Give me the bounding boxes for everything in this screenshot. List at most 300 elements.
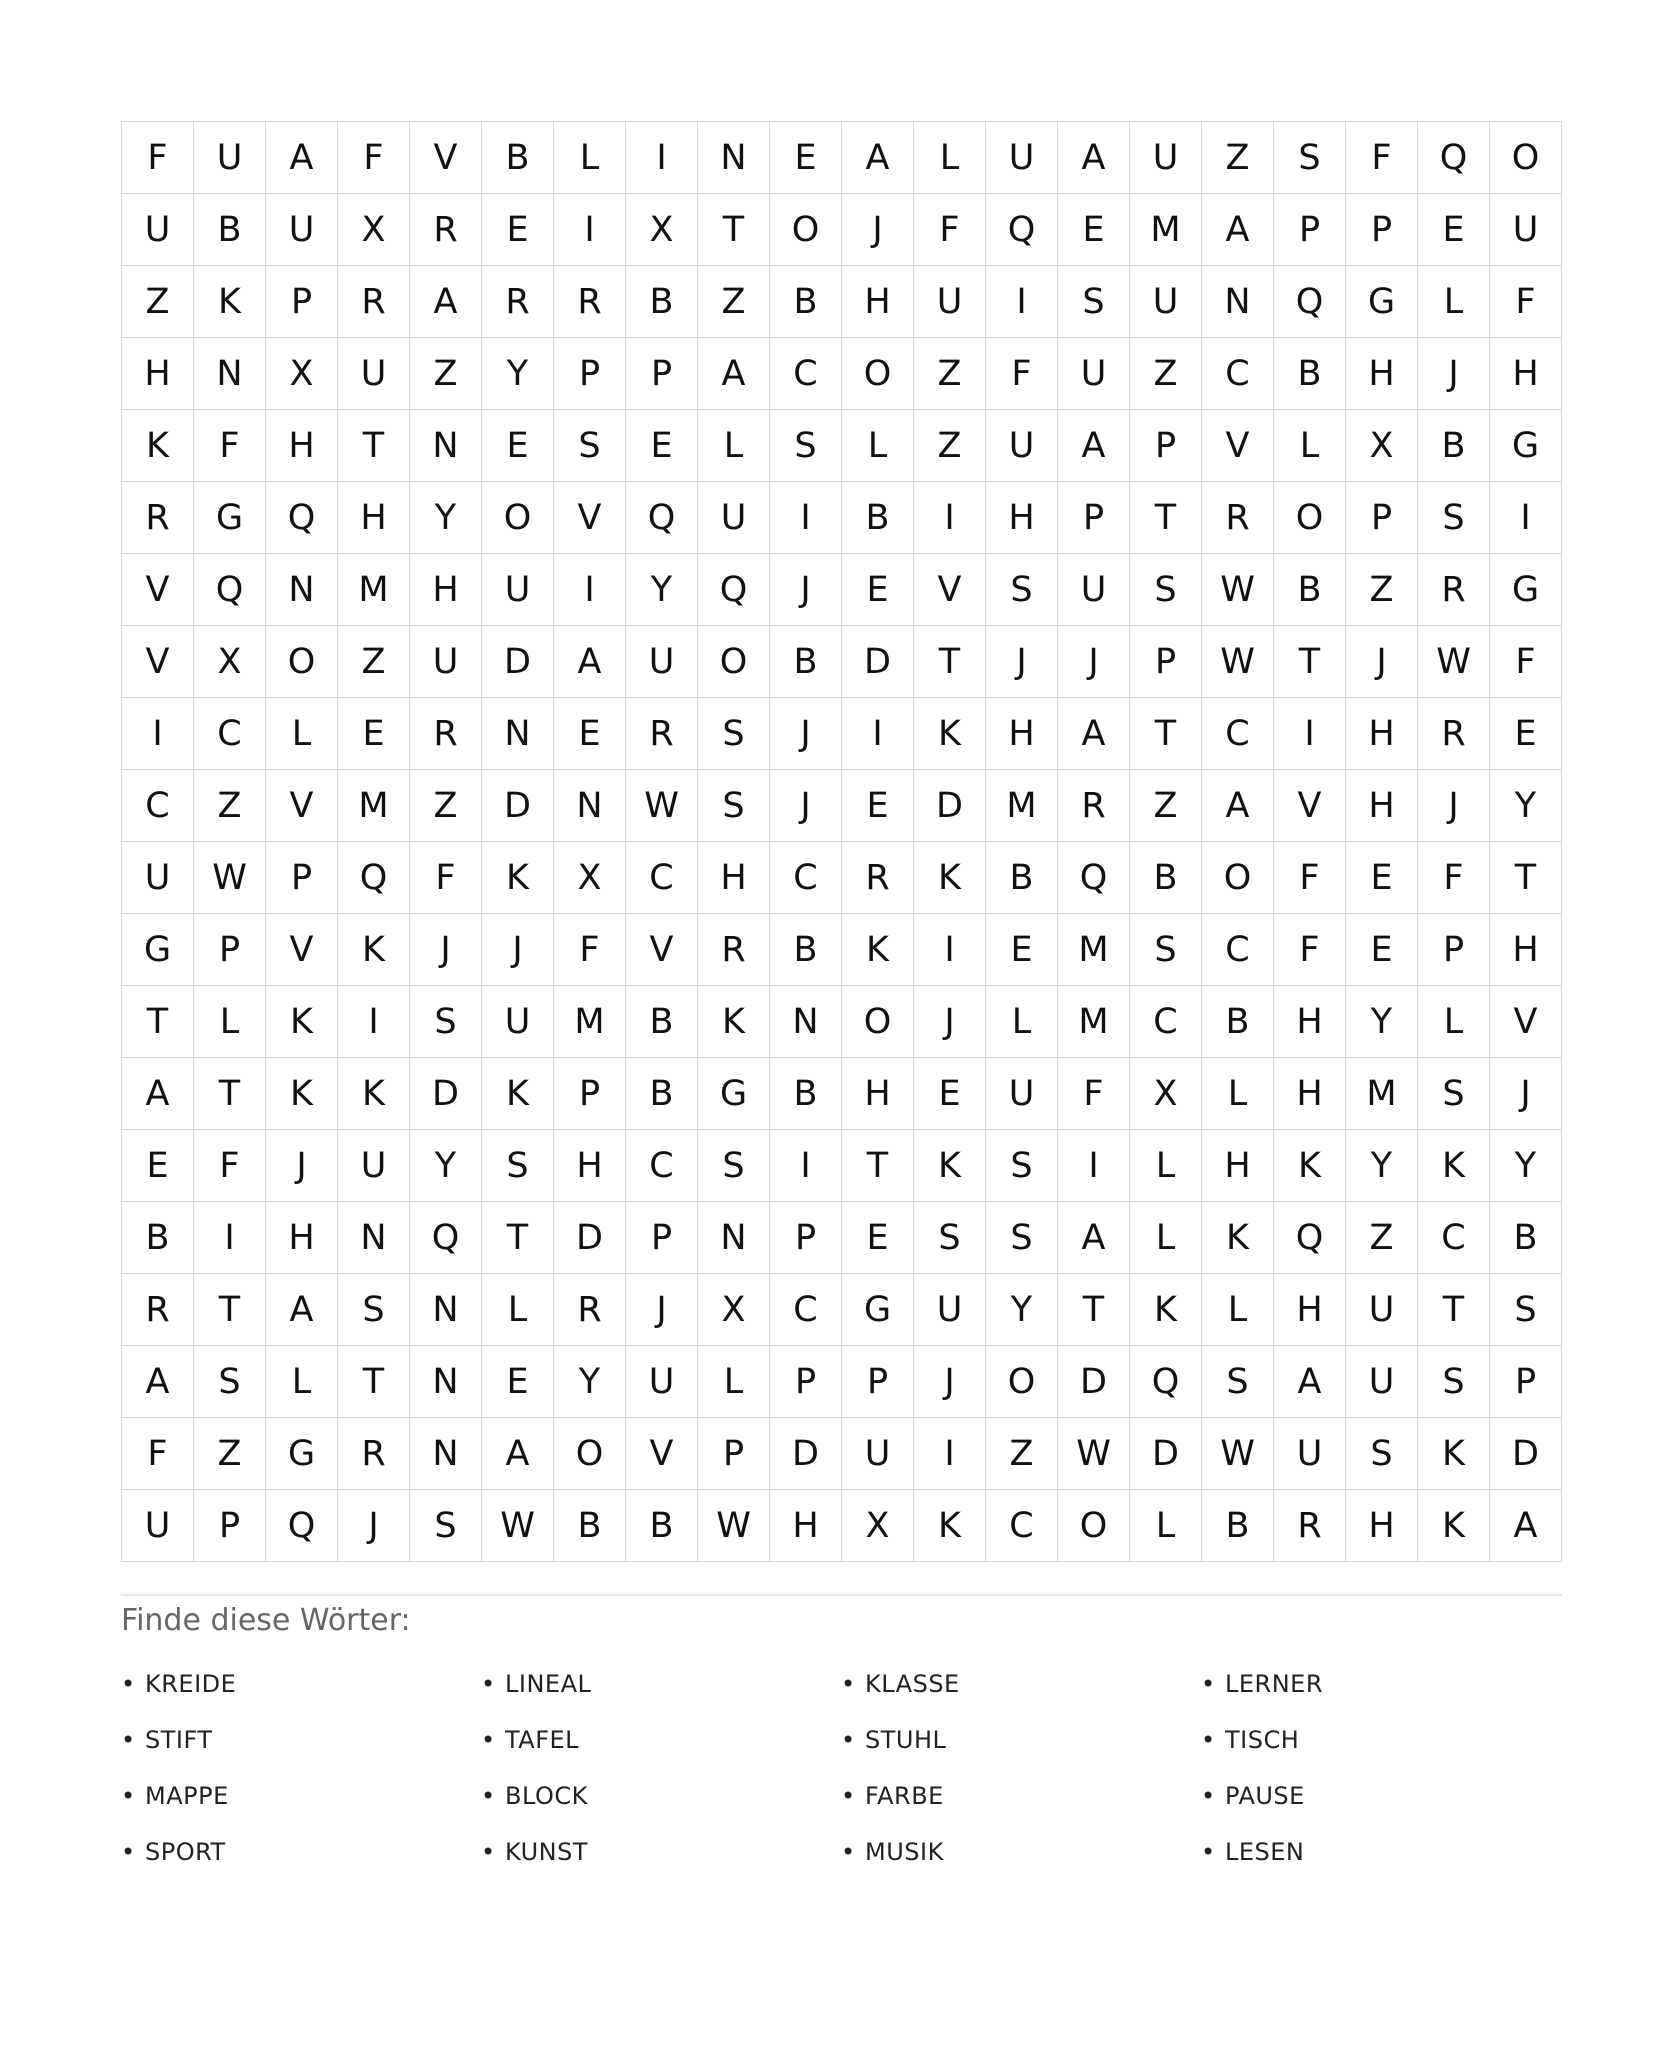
grid-cell[interactable]: S xyxy=(698,770,770,842)
grid-cell[interactable]: Y xyxy=(410,1130,482,1202)
grid-cell[interactable]: P xyxy=(194,914,266,986)
grid-cell[interactable]: D xyxy=(1490,1418,1562,1490)
grid-cell[interactable]: I xyxy=(1274,698,1346,770)
grid-cell[interactable]: B xyxy=(626,986,698,1058)
grid-cell[interactable]: T xyxy=(1274,626,1346,698)
grid-cell[interactable]: F xyxy=(1490,626,1562,698)
grid-cell[interactable]: U xyxy=(1130,122,1202,194)
grid-cell[interactable]: U xyxy=(842,1418,914,1490)
grid-cell[interactable]: U xyxy=(482,554,554,626)
grid-cell[interactable]: Z xyxy=(410,770,482,842)
grid-cell[interactable]: S xyxy=(986,554,1058,626)
grid-cell[interactable]: U xyxy=(266,194,338,266)
grid-cell[interactable]: C xyxy=(770,842,842,914)
grid-cell[interactable]: Y xyxy=(410,482,482,554)
grid-cell[interactable]: Q xyxy=(194,554,266,626)
grid-cell[interactable]: I xyxy=(554,194,626,266)
grid-cell[interactable]: D xyxy=(770,1418,842,1490)
grid-cell[interactable]: Y xyxy=(986,1274,1058,1346)
grid-cell[interactable]: F xyxy=(554,914,626,986)
grid-cell[interactable]: E xyxy=(1490,698,1562,770)
grid-cell[interactable]: I xyxy=(554,554,626,626)
grid-cell[interactable]: O xyxy=(842,338,914,410)
grid-cell[interactable]: D xyxy=(554,1202,626,1274)
grid-cell[interactable]: G xyxy=(266,1418,338,1490)
grid-cell[interactable]: Z xyxy=(410,338,482,410)
grid-cell[interactable]: J xyxy=(842,194,914,266)
grid-cell[interactable]: E xyxy=(986,914,1058,986)
grid-cell[interactable]: K xyxy=(914,842,986,914)
grid-cell[interactable]: K xyxy=(482,842,554,914)
grid-cell[interactable]: E xyxy=(122,1130,194,1202)
grid-cell[interactable]: R xyxy=(410,194,482,266)
grid-cell[interactable]: J xyxy=(482,914,554,986)
grid-cell[interactable]: U xyxy=(482,986,554,1058)
grid-cell[interactable]: M xyxy=(338,770,410,842)
grid-cell[interactable]: H xyxy=(1490,338,1562,410)
grid-cell[interactable]: C xyxy=(194,698,266,770)
grid-cell[interactable]: K xyxy=(266,986,338,1058)
grid-cell[interactable]: P xyxy=(554,1058,626,1130)
grid-cell[interactable]: S xyxy=(986,1130,1058,1202)
grid-cell[interactable]: X xyxy=(1130,1058,1202,1130)
grid-cell[interactable]: T xyxy=(1058,1274,1130,1346)
grid-cell[interactable]: J xyxy=(410,914,482,986)
grid-cell[interactable]: B xyxy=(770,1058,842,1130)
grid-cell[interactable]: H xyxy=(842,1058,914,1130)
grid-cell[interactable]: X xyxy=(626,194,698,266)
grid-cell[interactable]: A xyxy=(1202,194,1274,266)
grid-cell[interactable]: L xyxy=(1274,410,1346,482)
grid-cell[interactable]: J xyxy=(914,1346,986,1418)
grid-cell[interactable]: O xyxy=(266,626,338,698)
grid-cell[interactable]: C xyxy=(122,770,194,842)
grid-cell[interactable]: T xyxy=(1490,842,1562,914)
grid-cell[interactable]: T xyxy=(1130,698,1202,770)
grid-cell[interactable]: A xyxy=(698,338,770,410)
grid-cell[interactable]: Q xyxy=(626,482,698,554)
grid-cell[interactable]: Q xyxy=(1418,122,1490,194)
grid-cell[interactable]: A xyxy=(1490,1490,1562,1562)
grid-cell[interactable]: I xyxy=(914,914,986,986)
grid-cell[interactable]: S xyxy=(1130,554,1202,626)
grid-cell[interactable]: S xyxy=(986,1202,1058,1274)
grid-cell[interactable]: B xyxy=(194,194,266,266)
grid-cell[interactable]: M xyxy=(554,986,626,1058)
grid-cell[interactable]: I xyxy=(1058,1130,1130,1202)
grid-cell[interactable]: U xyxy=(626,626,698,698)
grid-cell[interactable]: B xyxy=(842,482,914,554)
grid-cell[interactable]: C xyxy=(1202,914,1274,986)
grid-cell[interactable]: F xyxy=(122,122,194,194)
grid-cell[interactable]: F xyxy=(194,410,266,482)
grid-cell[interactable]: J xyxy=(1418,770,1490,842)
grid-cell[interactable]: Q xyxy=(410,1202,482,1274)
grid-cell[interactable]: U xyxy=(122,1490,194,1562)
grid-cell[interactable]: P xyxy=(626,1202,698,1274)
grid-cell[interactable]: T xyxy=(1130,482,1202,554)
grid-cell[interactable]: D xyxy=(842,626,914,698)
grid-cell[interactable]: Z xyxy=(122,266,194,338)
grid-cell[interactable]: X xyxy=(338,194,410,266)
grid-cell[interactable]: K xyxy=(914,1130,986,1202)
grid-cell[interactable]: L xyxy=(194,986,266,1058)
grid-cell[interactable]: T xyxy=(698,194,770,266)
grid-cell[interactable]: J xyxy=(914,986,986,1058)
grid-cell[interactable]: Q xyxy=(698,554,770,626)
grid-cell[interactable]: Z xyxy=(914,338,986,410)
grid-cell[interactable]: E xyxy=(842,1202,914,1274)
grid-cell[interactable]: U xyxy=(410,626,482,698)
grid-cell[interactable]: X xyxy=(1346,410,1418,482)
grid-cell[interactable]: Z xyxy=(1346,554,1418,626)
grid-cell[interactable]: P xyxy=(1058,482,1130,554)
grid-cell[interactable]: V xyxy=(626,914,698,986)
grid-cell[interactable]: N xyxy=(194,338,266,410)
grid-cell[interactable]: D xyxy=(1130,1418,1202,1490)
grid-cell[interactable]: S xyxy=(194,1346,266,1418)
grid-cell[interactable]: E xyxy=(842,770,914,842)
grid-cell[interactable]: N xyxy=(266,554,338,626)
grid-cell[interactable]: H xyxy=(338,482,410,554)
grid-cell[interactable]: I xyxy=(986,266,1058,338)
grid-cell[interactable]: A xyxy=(410,266,482,338)
grid-cell[interactable]: J xyxy=(1490,1058,1562,1130)
grid-cell[interactable]: N xyxy=(410,1418,482,1490)
grid-cell[interactable]: Q xyxy=(1130,1346,1202,1418)
grid-cell[interactable]: A xyxy=(1058,1202,1130,1274)
grid-cell[interactable]: F xyxy=(1058,1058,1130,1130)
grid-cell[interactable]: R xyxy=(554,1274,626,1346)
grid-cell[interactable]: P xyxy=(194,1490,266,1562)
grid-cell[interactable]: B xyxy=(122,1202,194,1274)
grid-cell[interactable]: W xyxy=(698,1490,770,1562)
grid-cell[interactable]: K xyxy=(1418,1418,1490,1490)
grid-cell[interactable]: L xyxy=(1418,266,1490,338)
grid-cell[interactable]: O xyxy=(842,986,914,1058)
grid-cell[interactable]: X xyxy=(698,1274,770,1346)
grid-cell[interactable]: E xyxy=(1346,842,1418,914)
grid-cell[interactable]: A xyxy=(122,1058,194,1130)
grid-cell[interactable]: T xyxy=(338,410,410,482)
grid-cell[interactable]: B xyxy=(626,1490,698,1562)
grid-cell[interactable]: E xyxy=(842,554,914,626)
grid-cell[interactable]: C xyxy=(626,842,698,914)
grid-cell[interactable]: U xyxy=(626,1346,698,1418)
grid-cell[interactable]: P xyxy=(770,1202,842,1274)
grid-cell[interactable]: J xyxy=(266,1130,338,1202)
grid-cell[interactable]: L xyxy=(554,122,626,194)
grid-cell[interactable]: M xyxy=(1130,194,1202,266)
grid-cell[interactable]: A xyxy=(842,122,914,194)
grid-cell[interactable]: H xyxy=(1346,338,1418,410)
grid-cell[interactable]: S xyxy=(1418,482,1490,554)
grid-cell[interactable]: H xyxy=(1202,1130,1274,1202)
grid-cell[interactable]: C xyxy=(770,338,842,410)
grid-cell[interactable]: K xyxy=(1418,1130,1490,1202)
grid-cell[interactable]: B xyxy=(770,626,842,698)
grid-cell[interactable]: W xyxy=(1202,554,1274,626)
grid-cell[interactable]: F xyxy=(986,338,1058,410)
grid-cell[interactable]: C xyxy=(770,1274,842,1346)
grid-cell[interactable]: S xyxy=(1274,122,1346,194)
grid-cell[interactable]: O xyxy=(1202,842,1274,914)
grid-cell[interactable]: C xyxy=(1418,1202,1490,1274)
grid-cell[interactable]: J xyxy=(626,1274,698,1346)
grid-cell[interactable]: B xyxy=(554,1490,626,1562)
grid-cell[interactable]: F xyxy=(122,1418,194,1490)
grid-cell[interactable]: A xyxy=(482,1418,554,1490)
grid-cell[interactable]: H xyxy=(554,1130,626,1202)
grid-cell[interactable]: T xyxy=(482,1202,554,1274)
grid-cell[interactable]: A xyxy=(1058,122,1130,194)
grid-cell[interactable]: O xyxy=(1058,1490,1130,1562)
grid-cell[interactable]: U xyxy=(698,482,770,554)
grid-cell[interactable]: K xyxy=(1274,1130,1346,1202)
grid-cell[interactable]: K xyxy=(122,410,194,482)
grid-cell[interactable]: X xyxy=(842,1490,914,1562)
grid-cell[interactable]: Y xyxy=(1346,1130,1418,1202)
grid-cell[interactable]: A xyxy=(1202,770,1274,842)
grid-cell[interactable]: S xyxy=(1058,266,1130,338)
grid-cell[interactable]: R xyxy=(1058,770,1130,842)
grid-cell[interactable]: E xyxy=(914,1058,986,1130)
grid-cell[interactable]: X xyxy=(266,338,338,410)
grid-cell[interactable]: P xyxy=(1490,1346,1562,1418)
grid-cell[interactable]: W xyxy=(626,770,698,842)
grid-cell[interactable]: S xyxy=(1418,1058,1490,1130)
grid-cell[interactable]: R xyxy=(410,698,482,770)
grid-cell[interactable]: E xyxy=(482,1346,554,1418)
grid-cell[interactable]: U xyxy=(194,122,266,194)
grid-cell[interactable]: O xyxy=(986,1346,1058,1418)
grid-cell[interactable]: H xyxy=(842,266,914,338)
grid-cell[interactable]: V xyxy=(266,914,338,986)
grid-cell[interactable]: V xyxy=(1274,770,1346,842)
grid-cell[interactable]: B xyxy=(1274,338,1346,410)
grid-cell[interactable]: F xyxy=(1418,842,1490,914)
grid-cell[interactable]: N xyxy=(410,1346,482,1418)
grid-cell[interactable]: A xyxy=(266,1274,338,1346)
grid-cell[interactable]: S xyxy=(1490,1274,1562,1346)
grid-cell[interactable]: H xyxy=(986,482,1058,554)
grid-cell[interactable]: K xyxy=(698,986,770,1058)
grid-cell[interactable]: L xyxy=(698,1346,770,1418)
grid-cell[interactable]: S xyxy=(1130,914,1202,986)
grid-cell[interactable]: Z xyxy=(338,626,410,698)
grid-cell[interactable]: G xyxy=(1346,266,1418,338)
grid-cell[interactable]: V xyxy=(410,122,482,194)
grid-cell[interactable]: R xyxy=(122,482,194,554)
grid-cell[interactable]: Y xyxy=(626,554,698,626)
grid-cell[interactable]: D xyxy=(914,770,986,842)
grid-cell[interactable]: P xyxy=(1274,194,1346,266)
grid-cell[interactable]: U xyxy=(122,194,194,266)
grid-cell[interactable]: T xyxy=(338,1346,410,1418)
grid-cell[interactable]: D xyxy=(482,626,554,698)
grid-cell[interactable]: T xyxy=(122,986,194,1058)
grid-cell[interactable]: F xyxy=(1274,842,1346,914)
grid-cell[interactable]: H xyxy=(1274,1274,1346,1346)
grid-cell[interactable]: H xyxy=(1274,986,1346,1058)
grid-cell[interactable]: U xyxy=(1346,1274,1418,1346)
grid-cell[interactable]: L xyxy=(986,986,1058,1058)
grid-cell[interactable]: K xyxy=(1202,1202,1274,1274)
grid-cell[interactable]: H xyxy=(1490,914,1562,986)
grid-cell[interactable]: Q xyxy=(1274,1202,1346,1274)
grid-cell[interactable]: H xyxy=(770,1490,842,1562)
grid-cell[interactable]: O xyxy=(554,1418,626,1490)
grid-cell[interactable]: B xyxy=(1418,410,1490,482)
grid-cell[interactable]: K xyxy=(266,1058,338,1130)
grid-cell[interactable]: A xyxy=(266,122,338,194)
grid-cell[interactable]: E xyxy=(338,698,410,770)
grid-cell[interactable]: I xyxy=(1490,482,1562,554)
grid-cell[interactable]: Y xyxy=(1490,770,1562,842)
grid-cell[interactable]: K xyxy=(914,698,986,770)
grid-cell[interactable]: Y xyxy=(1346,986,1418,1058)
grid-cell[interactable]: G xyxy=(122,914,194,986)
grid-cell[interactable]: A xyxy=(1274,1346,1346,1418)
grid-cell[interactable]: F xyxy=(194,1130,266,1202)
grid-cell[interactable]: D xyxy=(410,1058,482,1130)
grid-cell[interactable]: E xyxy=(626,410,698,482)
grid-cell[interactable]: H xyxy=(1346,1490,1418,1562)
grid-cell[interactable]: Q xyxy=(266,482,338,554)
grid-cell[interactable]: N xyxy=(698,122,770,194)
grid-cell[interactable]: B xyxy=(626,1058,698,1130)
grid-cell[interactable]: M xyxy=(1058,914,1130,986)
grid-cell[interactable]: F xyxy=(1490,266,1562,338)
grid-cell[interactable]: Y xyxy=(554,1346,626,1418)
grid-cell[interactable]: K xyxy=(842,914,914,986)
grid-cell[interactable]: Y xyxy=(1490,1130,1562,1202)
grid-cell[interactable]: J xyxy=(770,770,842,842)
grid-cell[interactable]: R xyxy=(698,914,770,986)
grid-cell[interactable]: B xyxy=(986,842,1058,914)
grid-cell[interactable]: J xyxy=(338,1490,410,1562)
grid-cell[interactable]: U xyxy=(1274,1418,1346,1490)
grid-cell[interactable]: K xyxy=(194,266,266,338)
grid-cell[interactable]: M xyxy=(1346,1058,1418,1130)
grid-cell[interactable]: R xyxy=(842,842,914,914)
grid-cell[interactable]: C xyxy=(1202,698,1274,770)
grid-cell[interactable]: P xyxy=(266,266,338,338)
grid-cell[interactable]: F xyxy=(914,194,986,266)
grid-cell[interactable]: G xyxy=(1490,554,1562,626)
grid-cell[interactable]: E xyxy=(1418,194,1490,266)
grid-cell[interactable]: O xyxy=(482,482,554,554)
grid-cell[interactable]: C xyxy=(626,1130,698,1202)
grid-cell[interactable]: N xyxy=(410,410,482,482)
grid-cell[interactable]: H xyxy=(1346,770,1418,842)
grid-cell[interactable]: C xyxy=(1130,986,1202,1058)
grid-cell[interactable]: R xyxy=(338,1418,410,1490)
grid-cell[interactable]: U xyxy=(986,410,1058,482)
grid-cell[interactable]: Z xyxy=(1202,122,1274,194)
grid-cell[interactable]: B xyxy=(1202,1490,1274,1562)
grid-cell[interactable]: U xyxy=(1490,194,1562,266)
grid-cell[interactable]: A xyxy=(1058,698,1130,770)
grid-cell[interactable]: N xyxy=(482,698,554,770)
grid-cell[interactable]: B xyxy=(626,266,698,338)
grid-cell[interactable]: U xyxy=(338,338,410,410)
grid-cell[interactable]: T xyxy=(842,1130,914,1202)
grid-cell[interactable]: P xyxy=(698,1418,770,1490)
grid-cell[interactable]: H xyxy=(410,554,482,626)
grid-cell[interactable]: V xyxy=(266,770,338,842)
grid-cell[interactable]: S xyxy=(410,986,482,1058)
grid-cell[interactable]: Z xyxy=(194,770,266,842)
grid-cell[interactable]: U xyxy=(914,1274,986,1346)
grid-cell[interactable]: L xyxy=(914,122,986,194)
grid-cell[interactable]: C xyxy=(1202,338,1274,410)
grid-cell[interactable]: E xyxy=(1346,914,1418,986)
grid-cell[interactable]: S xyxy=(1418,1346,1490,1418)
grid-cell[interactable]: K xyxy=(482,1058,554,1130)
grid-cell[interactable]: O xyxy=(1274,482,1346,554)
grid-cell[interactable]: U xyxy=(1346,1346,1418,1418)
grid-cell[interactable]: S xyxy=(770,410,842,482)
grid-cell[interactable]: N xyxy=(698,1202,770,1274)
grid-cell[interactable]: P xyxy=(1346,194,1418,266)
grid-cell[interactable]: W xyxy=(194,842,266,914)
grid-cell[interactable]: R xyxy=(482,266,554,338)
grid-cell[interactable]: K xyxy=(1130,1274,1202,1346)
grid-cell[interactable]: P xyxy=(266,842,338,914)
grid-cell[interactable]: S xyxy=(698,698,770,770)
grid-cell[interactable]: L xyxy=(266,1346,338,1418)
grid-cell[interactable]: Z xyxy=(986,1418,1058,1490)
grid-cell[interactable]: Z xyxy=(914,410,986,482)
grid-cell[interactable]: N xyxy=(338,1202,410,1274)
grid-cell[interactable]: P xyxy=(626,338,698,410)
grid-cell[interactable]: R xyxy=(1418,698,1490,770)
grid-cell[interactable]: G xyxy=(194,482,266,554)
grid-cell[interactable]: N xyxy=(1202,266,1274,338)
grid-cell[interactable]: F xyxy=(410,842,482,914)
grid-cell[interactable]: T xyxy=(194,1274,266,1346)
grid-cell[interactable]: X xyxy=(194,626,266,698)
grid-cell[interactable]: V xyxy=(914,554,986,626)
grid-cell[interactable]: M xyxy=(1058,986,1130,1058)
grid-cell[interactable]: W xyxy=(1202,626,1274,698)
grid-cell[interactable]: I xyxy=(194,1202,266,1274)
grid-cell[interactable]: L xyxy=(698,410,770,482)
grid-cell[interactable]: T xyxy=(1418,1274,1490,1346)
grid-cell[interactable]: H xyxy=(1274,1058,1346,1130)
grid-cell[interactable]: L xyxy=(482,1274,554,1346)
grid-cell[interactable]: I xyxy=(842,698,914,770)
grid-cell[interactable]: U xyxy=(914,266,986,338)
grid-cell[interactable]: B xyxy=(1490,1202,1562,1274)
grid-cell[interactable]: P xyxy=(1130,626,1202,698)
grid-cell[interactable]: P xyxy=(842,1346,914,1418)
grid-cell[interactable]: K xyxy=(338,914,410,986)
grid-cell[interactable]: A xyxy=(1058,410,1130,482)
grid-cell[interactable]: O xyxy=(1490,122,1562,194)
grid-cell[interactable]: D xyxy=(1058,1346,1130,1418)
grid-cell[interactable]: S xyxy=(338,1274,410,1346)
grid-cell[interactable]: E xyxy=(482,194,554,266)
grid-cell[interactable]: V xyxy=(554,482,626,554)
grid-cell[interactable]: R xyxy=(554,266,626,338)
grid-cell[interactable]: L xyxy=(1202,1274,1274,1346)
grid-cell[interactable]: U xyxy=(986,1058,1058,1130)
grid-cell[interactable]: U xyxy=(1058,554,1130,626)
grid-cell[interactable]: U xyxy=(122,842,194,914)
grid-cell[interactable]: J xyxy=(1058,626,1130,698)
